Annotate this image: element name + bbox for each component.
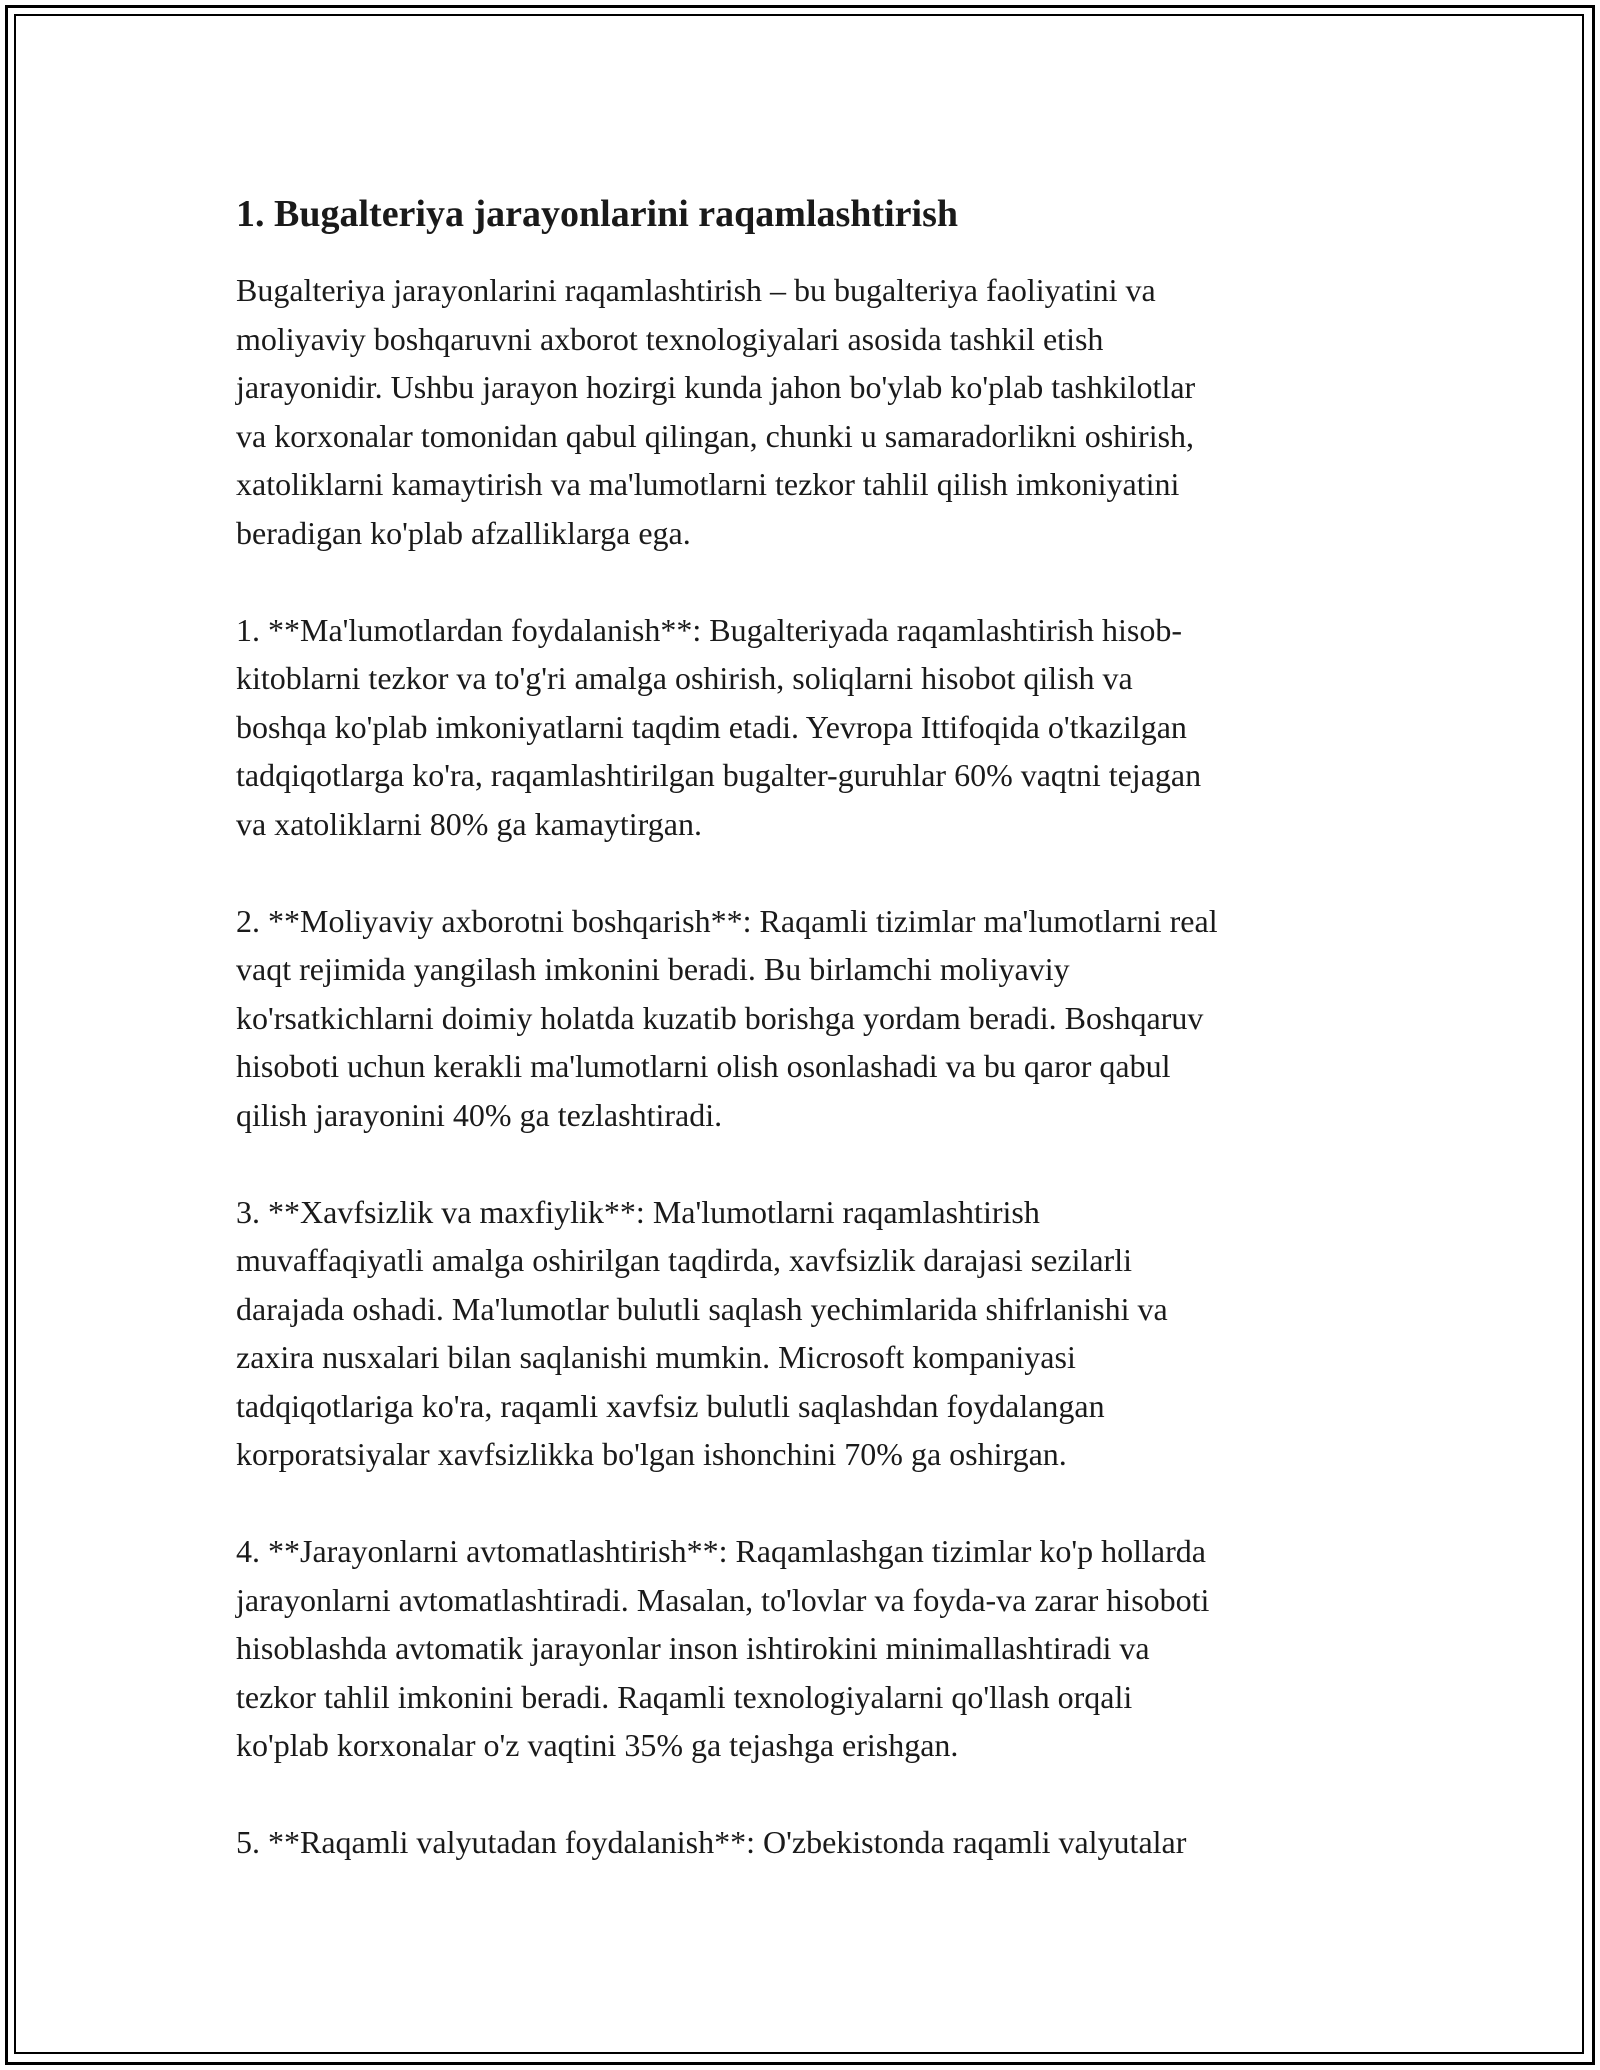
- paragraph-line: tezkor tahlil imkonini beradi. Raqamli texnologiyalarni qo'llash orqali: [236, 1678, 1133, 1715]
- paragraph-line: muvaffaqiyatli amalga oshirilgan taqdirda, xavfsizlik darajasi sezilarli: [236, 1242, 1132, 1278]
- paragraph-line: xatoliklarni kamaytirish va ma'lumotlarni tezkor tahlil qilish imkoniyatini: [236, 466, 1180, 502]
- paragraph: [236, 606, 1366, 849]
- paragraph-line: hisoboti uchun kerakli ma'lumotlarni olish osonlashadi va bu qaror qabul: [236, 1048, 1171, 1084]
- paragraph-list: [236, 266, 1366, 1867]
- paragraph-line: ko'rsatkichlarni doimiy holatda kuzatib borishga yordam beradi. Boshqaruv: [236, 999, 1204, 1036]
- paragraph-line: tadqiqotlarga ko'ra, raqamlashtirilgan bugalter-guruhlar 60% vaqtni tejagan: [236, 757, 1202, 793]
- paragraph-line: beradigan ko'plab afzalliklarga ega.: [236, 514, 691, 551]
- paragraph-line: zaxira nusxalari bilan saqlanishi mumkin. Microsoft kompaniyasi: [236, 1339, 1076, 1375]
- paragraph-line: tadqiqotlariga ko'ra, raqamli xavfsiz bulutli saqlashdan foydalangan: [236, 1387, 1105, 1424]
- paragraph: [236, 1188, 1366, 1479]
- paragraph-line: kitoblarni tezkor va to'g'ri amalga oshirish, soliqlarni hisobot qilish va: [236, 660, 1133, 696]
- paragraph-line: qilish jarayonini 40% ga tezlashtiradi.: [236, 1096, 723, 1133]
- paragraph-line: 2. **Moliyaviy axborotni boshqarish**: Raqamli tizimlar ma'lumotlarni real: [236, 902, 1218, 939]
- paragraph-line: boshqa ko'plab imkoniyatlarni taqdim etadi. Yevropa Ittifoqida o'tkazilgan: [236, 708, 1187, 745]
- paragraph: [236, 1527, 1366, 1770]
- paragraph-line: jarayonlarni avtomatlashtiradi. Masalan, to'lovlar va foyda-va zarar hisoboti: [236, 1581, 1210, 1618]
- paragraph-line: va korxonalar tomonidan qabul qilingan, chunki u samaradorlikni oshirish,: [236, 417, 1195, 454]
- page-title: 1. Bugalteriya jarayonlarini raqamlashtirish: [236, 193, 958, 235]
- paragraph-line: 4. **Jarayonlarni avtomatlashtirish**: Raqamlashgan tizimlar ko'p hollarda: [236, 1533, 1206, 1569]
- paragraph-line: va xatoliklarni 80% ga kamaytirgan.: [236, 805, 702, 842]
- paragraph-line: ko'plab korxonalar o'z vaqtini 35% ga tejashga erishgan.: [236, 1727, 959, 1763]
- paragraph-line: hisoblashda avtomatik jarayonlar inson ishtirokini minimallashtiradi va: [236, 1630, 1150, 1666]
- paragraph: [236, 1818, 1366, 1867]
- paragraph-line: Bugalteriya jarayonlarini raqamlashtirish – bu bugalteriya faoliyatini va: [236, 272, 1156, 308]
- document-body: [236, 188, 1366, 1915]
- paragraph-line: jarayonidir. Ushbu jarayon hozirgi kunda jahon bo'ylab ko'plab tashkilotlar: [236, 369, 1196, 405]
- paragraph: [236, 897, 1366, 1140]
- paragraph-line: darajada oshadi. Ma'lumotlar bulutli saqlash yechimlarida shifrlanishi va: [236, 1290, 1168, 1327]
- paragraph-line: vaqt rejimida yangilash imkonini beradi. Bu birlamchi moliyaviy: [236, 951, 1070, 987]
- paragraph-line: moliyaviy boshqaruvni axborot texnologiyalari asosida tashkil etish: [236, 320, 1104, 357]
- paragraph: [236, 266, 1366, 557]
- paragraph-line: korporatsiyalar xavfsizlikka bo'lgan ishonchini 70% ga oshirgan.: [236, 1436, 1067, 1472]
- paragraph-line: 5. **Raqamli valyutadan foydalanish**: O'zbekistonda raqamli valyutalar: [236, 1824, 1187, 1860]
- paragraph-line: 1. **Ma'lumotlardan foydalanish**: Bugalteriyada raqamlashtirish hisob-: [236, 611, 1182, 648]
- paragraph-line: 3. **Xavfsizlik va maxfiylik**: Ma'lumotlarni raqamlashtirish: [236, 1193, 1040, 1230]
